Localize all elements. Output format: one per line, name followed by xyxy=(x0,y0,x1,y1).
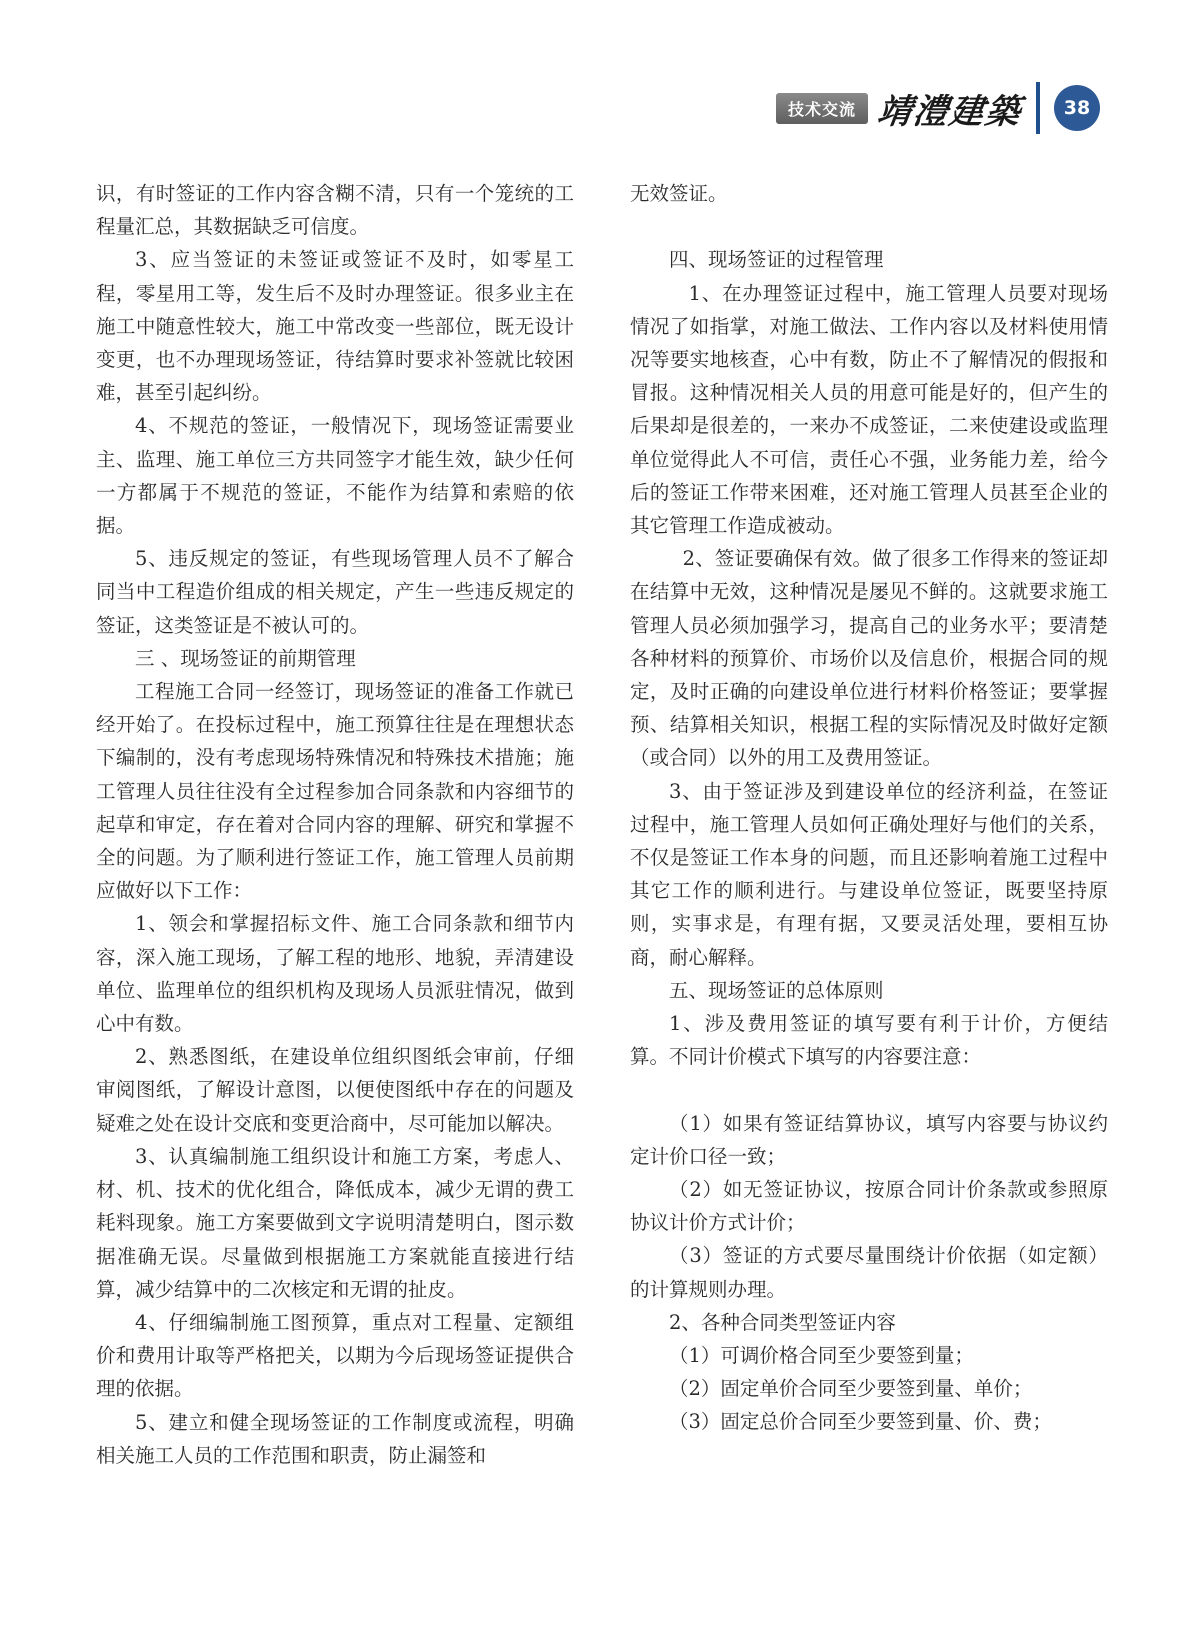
paragraph: 1、涉及费用签证的填写要有利于计价，方便结算。不同计价模式下填写的内容要注意： xyxy=(630,1012,1108,1069)
section-heading: 三 、现场签证的前期管理 xyxy=(135,646,356,670)
paragraph: 3、应当签证的未签证或签证不及时，如零星工程，零星用工等，发生后不及时办理签证。很多业主在施工中随意性较大，施工中常改变一些部位，既无设计变更，也不办理现场签证，待结算时要求补签就比较困难，甚至引起纠纷。 xyxy=(96,248,574,405)
list-item: （2）固定单价合同至少要签到量、单价； xyxy=(669,1377,1033,1401)
paragraph: 4、不规范的签证，一般情况下，现场签证需要业主、监理、施工单位三方共同签字才能生效，缺少任何一方都属于不规范的签证，不能作为结算和索赔的依据。 xyxy=(96,414,574,538)
paragraph: 无效签证。 xyxy=(630,182,728,205)
paragraph: 2、熟悉图纸，在建设单位组织图纸会审前，仔细审阅图纸，了解设计意图，以便使图纸中存在的问题及疑难之处在设计交底和变更洽商中，尽可能加以解决。 xyxy=(96,1045,574,1135)
paragraph: 4、仔细编制施工图预算，重点对工程量、定额组价和费用计取等严格把关，以期为今后现场签证提供合理的依据。 xyxy=(96,1310,574,1401)
paragraph: 1、领会和掌握招标文件、施工合同条款和细节内容，深入施工现场，了解工程的地形、地貌，弄清建设单位、监理单位的组织机构及现场人员派驻情况，做到心中有数。 xyxy=(96,912,574,1036)
paragraph: 识，有时签证的工作内容含糊不清，只有一个笼统的工程量汇总，其数据缺乏可信度。 xyxy=(96,182,574,239)
list-item: （3）签证的方式要尽量围绕计价依据（如定额）的计算规则办理。 xyxy=(630,1244,1108,1301)
right-column xyxy=(630,177,1108,1439)
section-tag: 技术交流 xyxy=(776,93,868,124)
list-item: （1）可调价格合同至少要签到量； xyxy=(669,1344,974,1368)
paragraph: 2、签证要确保有效。做了很多工作得来的签证却在结算中无效，这种情况是屡见不鲜的。这就要求施工管理人员必须加强学习，提高自己的业务水平；要清楚各种材料的预算价、市场价以及信息价，根据合同的规定，及时正确的向建设单位进行材料价格签证；要掌握预、结算相关知识，根据工程的实际情况及时做好定额（或合同）以外的用工及费用签证。 xyxy=(630,547,1108,770)
section-heading: 四、现场签证的过程管理 xyxy=(669,248,884,272)
list-item: （1）如果有签证结算协议，填写内容要与协议约定计价口径一致； xyxy=(630,1111,1108,1168)
page-number: 38 xyxy=(1054,85,1100,131)
paragraph: 3、认真编制施工组织设计和施工方案，考虑人、材、机、技术的优化组合，降低成本，减少无谓的费工耗料现象。施工方案要做到文字说明清楚明白，图示数据准确无误。尽量做到根据施工方案就能直接进行结算，减少结算中的二次核定和无谓的扯皮。 xyxy=(96,1144,574,1301)
journal-logo: 靖澧建築 xyxy=(874,91,1025,132)
paragraph: 3、由于签证涉及到建设单位的经济利益，在签证过程中，施工管理人员如何正确处理好与他们的关系，不仅是签证工作本身的问题，而且还影响着施工过程中其它工作的顺利进行。与建设单位签证，既要坚持原则，实事求是，有理有据，又要灵活处理，要相互协商，耐心解释。 xyxy=(630,779,1108,969)
paragraph: 1、在办理签证过程中，施工管理人员要对现场情况了如指掌，对施工做法、工作内容以及材料使用情况等要实地核查，心中有数，防止不了解情况的假报和冒报。这种情况相关人员的用意可能是好的，但产生的后果却是很差的，一来办不成签证，二来使建设或监理单位觉得此人不可信，责任心不强，业务能力差，给今后的签证工作带来困难，还对施工管理人员甚至企业的其它管理工作造成被动。 xyxy=(630,281,1108,538)
list-item: （2）如无签证协议，按原合同计价条款或参照原协议计价方式计价； xyxy=(630,1178,1108,1235)
left-column xyxy=(96,177,574,1472)
header-divider xyxy=(1036,82,1040,134)
page-header xyxy=(776,78,1100,138)
paragraph: 5、建立和健全现场签证的工作制度或流程，明确相关施工人员的工作范围和职责，防止漏签和 xyxy=(96,1410,574,1467)
list-item: （3）固定总价合同至少要签到量、价、费； xyxy=(669,1410,1052,1434)
section-heading: 五、现场签证的总体原则 xyxy=(669,978,884,1002)
paragraph: 工程施工合同一经签订，现场签证的准备工作就已经开始了。在投标过程中，施工预算往往是在理想状态下编制的，没有考虑现场特殊情况和特殊技术措施；施工管理人员往往没有全过程参加合同条款和内容细节的起草和审定，存在着对合同内容的理解、研究和掌握不全的问题。为了顺利进行签证工作，施工管理人员前期应做好以下工作： xyxy=(96,680,574,903)
paragraph: 5、违反规定的签证，有些现场管理人员不了解合同当中工程造价组成的相关规定，产生一些违反规定的签证，这类签证是不被认可的。 xyxy=(96,547,574,637)
subsection-heading: 2、各种合同类型签证内容 xyxy=(669,1310,896,1334)
